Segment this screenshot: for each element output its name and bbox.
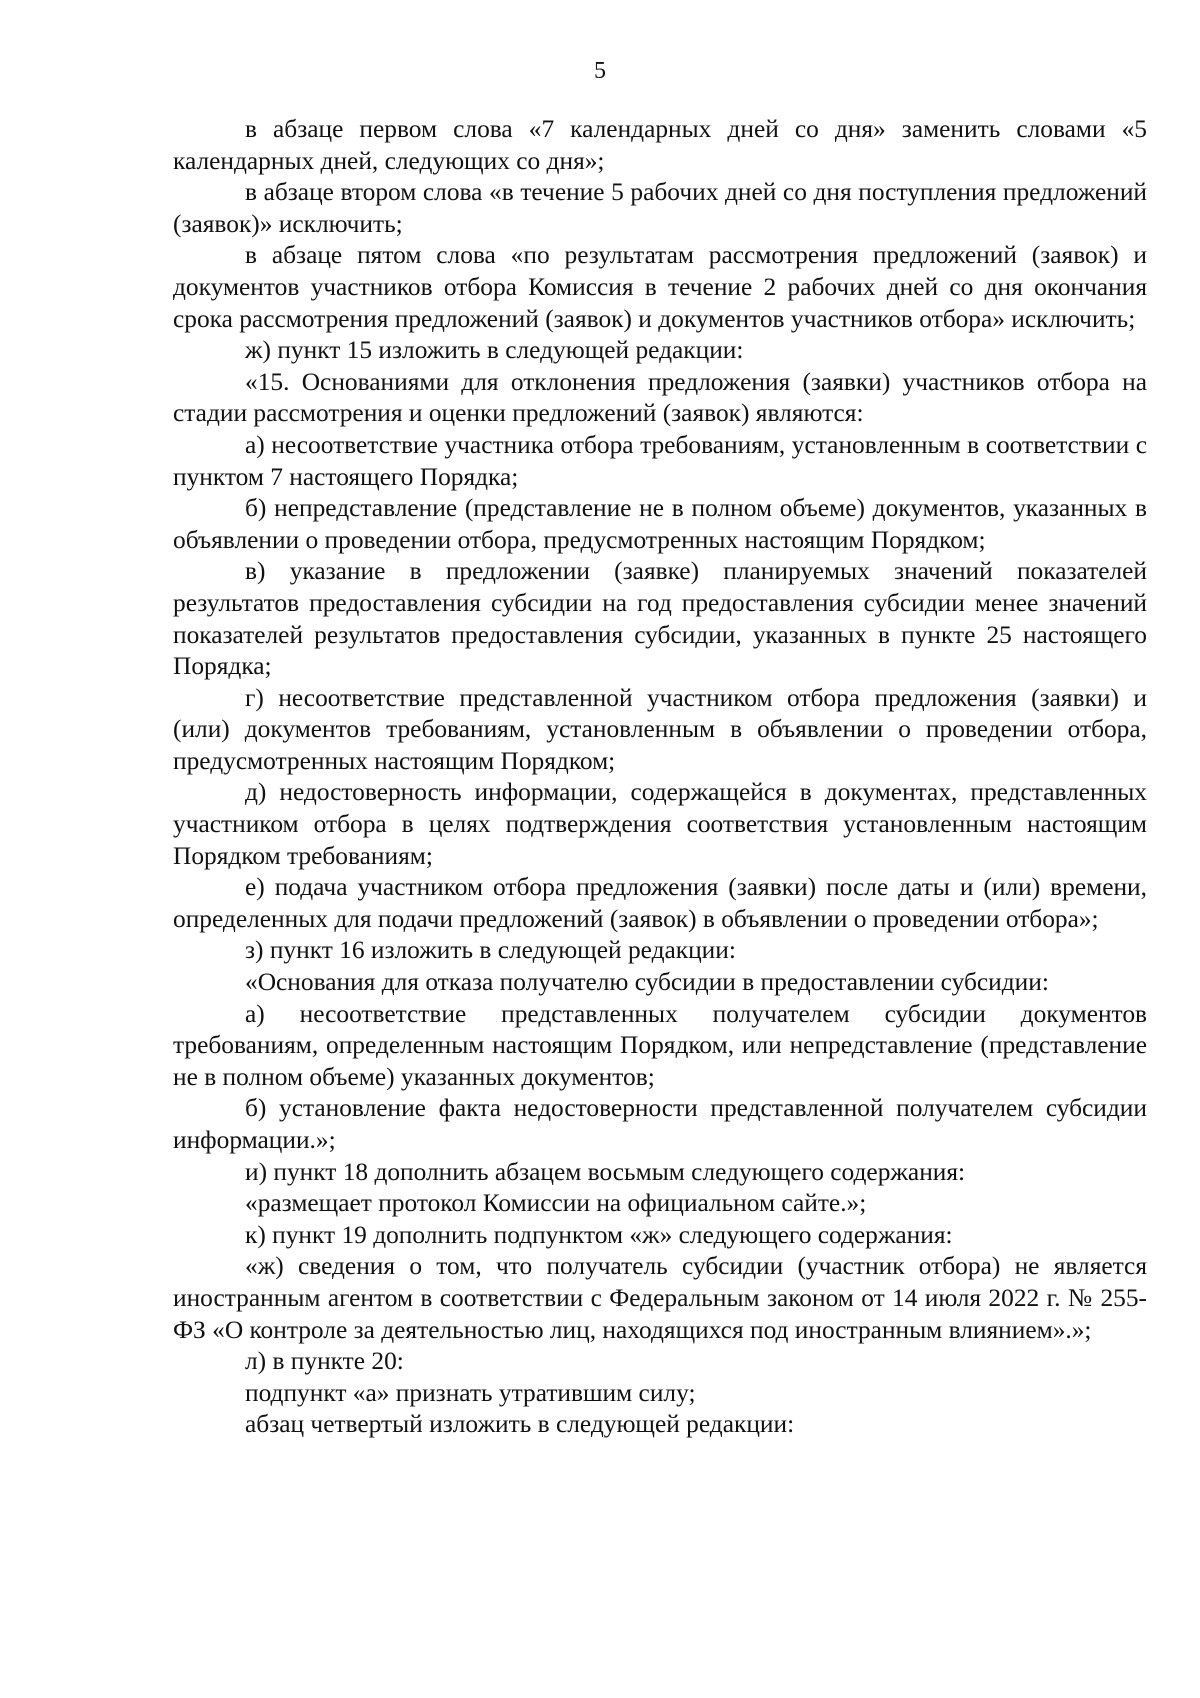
paragraph-point-15: «15. Основаниями для отклонения предложения (заявки) участников отбора на стадии рассмотрения и оценки предложений (заявок) являются: xyxy=(173,367,1147,428)
paragraph-refusal-grounds: «Основания для отказа получателю субсидии в предоставлении субсидии: xyxy=(245,968,1049,997)
paragraph-subitem-v: в) указание в предложении (заявке) планируемых значений показателей результатов предоставления субсидии на год предоставления субсидии менее значений показателей результатов предоставления субсидии, указанных в пункте 25 настоящего Порядка; xyxy=(173,557,1147,681)
paragraph-item-l: л) в пункте 20: xyxy=(245,1347,404,1376)
paragraph-item-zh: ж) пункт 15 изложить в следующей редакции: xyxy=(245,336,744,365)
paragraph-abzac-pervyj: в абзаце первом слова «7 календарных дней со дня» заменить словами «5 календарных дней, следующих со дня»; xyxy=(173,115,1147,175)
paragraph-subitem-a: а) несоответствие участника отбора требованиям, установленным в соответствии с пунктом 7 настоящего Порядка; xyxy=(173,430,1147,491)
paragraph-subitem-a-void: подпункт «а» признать утратившим силу; xyxy=(245,1378,696,1407)
document-body xyxy=(173,114,1147,1441)
paragraph-foreign-agent: «ж) сведения о том, что получатель субсидии (участник отбора) не является иностранным агентом в соответствии с Федеральным законом от 14 июля 2022 г. № 255- ФЗ «О контроле за деятельностью лиц, находящихся под иностранным влиянием».»; xyxy=(173,1252,1147,1344)
paragraph-subitem-g: г) несоответствие представленной участником отбора предложения (заявки) и (или) документов требованиям, установленным в объявлении о проведении отбора, предусмотренных настоящим Порядком; xyxy=(173,683,1147,775)
paragraph-subitem-d: д) недостоверность информации, содержащейся в документах, представленных участником отбора в целях подтверждения соответствия установленным настоящим Порядком требованиям; xyxy=(173,778,1147,870)
paragraph-subitem-e: е) подача участником отбора предложения (заявки) после даты и (или) времени, определенных для подачи предложений (заявок) в объявлении о проведении отбора»; xyxy=(173,873,1147,933)
paragraph-item-z: з) пункт 16 изложить в следующей редакции: xyxy=(245,936,736,965)
paragraph-refusal-b: б) установление факта недостоверности представленной получателем субсидии информации.»; xyxy=(173,1094,1147,1154)
paragraph-abzac-vtoroj: в абзаце втором слова «в течение 5 рабочих дней со дня поступления предложений (заявок)» исключить; xyxy=(173,178,1147,238)
paragraph-abzac-chetvertyj: абзац четвертый изложить в следующей редакции: xyxy=(245,1410,795,1439)
paragraph-subitem-b: б) непредставление (представление не в полном объеме) документов, указанных в объявлении о проведении отбора, предусмотренных настоящим Порядком; xyxy=(173,494,1147,554)
paragraph-abzac-pyatyj: в абзаце пятом слова «по результатам рассмотрения предложений (заявок) и документов участников отбора Комиссия в течение 2 рабочих дней со дня окончания срока рассмотрения предложений (заявок) и документов участников отбора» исключить; xyxy=(173,241,1147,333)
paragraph-item-k: к) пункт 19 дополнить подпунктом «ж» следующего содержания: xyxy=(245,1220,953,1249)
paragraph-protocol: «размещает протокол Комиссии на официальном сайте.»; xyxy=(245,1189,867,1218)
page-number: 5 xyxy=(594,58,606,84)
paragraph-refusal-a: а) несоответствие представленных получателем субсидии документов требованиям, определенным настоящим Порядком, или непредставление (представление не в полном объеме) указанных документов; xyxy=(173,999,1147,1091)
paragraph-item-i: и) пункт 18 дополнить абзацем восьмым следующего содержания: xyxy=(245,1157,966,1186)
